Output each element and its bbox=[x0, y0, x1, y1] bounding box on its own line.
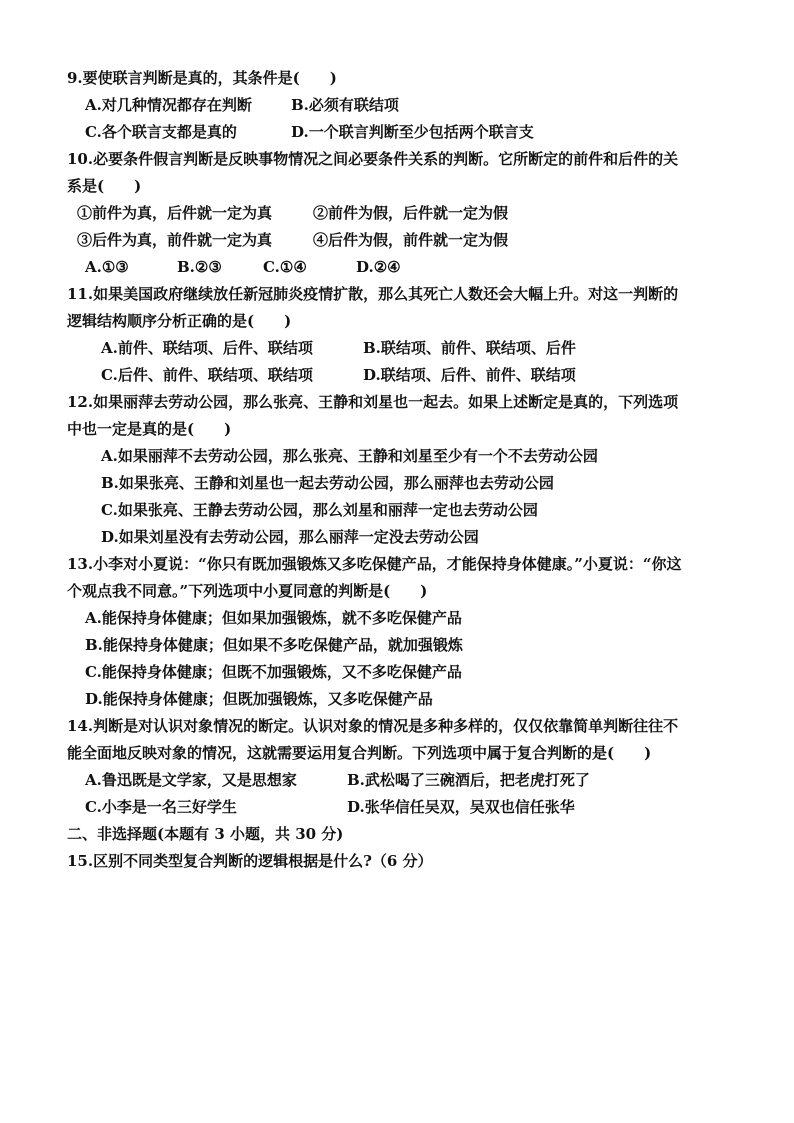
q13-option-b: B.能保持身体健康；但如果不多吃保健产品，就加强锻炼 bbox=[85, 636, 463, 654]
q12-option-d: D.如果刘星没有去劳动公园，那么丽萍一定没去劳动公园 bbox=[101, 528, 479, 546]
q12-stem-line2: 中也一定是真的是( ) bbox=[67, 420, 232, 438]
q14-option-c: C.小李是一名三好学生 bbox=[85, 798, 237, 816]
q15-stem: 15.区别不同类型复合判断的逻辑根据是什么?（6 分） bbox=[67, 852, 433, 870]
q10-options bbox=[85, 257, 485, 277]
q14-option-d: D.张华信任吴双，吴双也信任张华 bbox=[347, 798, 575, 816]
q10-statement-3: ③后件为真，前件就一定为真 bbox=[77, 231, 273, 249]
q10-statement-2: ②前件为假，后件就一定为假 bbox=[313, 204, 509, 222]
q9-option-a: A.对几种情况都存在判断 bbox=[85, 96, 252, 114]
q11-stem-line1: 11.如果美国政府继续放任新冠肺炎疫情扩散，那么其死亡人数还会大幅上升。对这一判断的 bbox=[67, 285, 679, 303]
q12-stem-line1: 12.如果丽萍去劳动公园，那么张亮、王静和刘星也一起去。如果上述断定是真的，下列选项 bbox=[67, 393, 679, 411]
q9-stem: 9.要使联言判断是真的，其条件是( ) bbox=[67, 69, 337, 87]
q10-statements-row1 bbox=[77, 203, 677, 223]
q10-statement-1: ①前件为真，后件就一定为真 bbox=[77, 204, 273, 222]
section-2-title: 二、非选择题(本题有 3 小题，共 30 分) bbox=[67, 825, 344, 843]
q9-option-c: C.各个联言支都是真的 bbox=[85, 123, 237, 141]
q10-statements-row2 bbox=[77, 230, 677, 250]
q9-option-b: B.必须有联结项 bbox=[291, 96, 399, 114]
q10-option-b: B.②③ bbox=[177, 258, 222, 276]
q10-option-d: D.②④ bbox=[356, 258, 401, 276]
q11-stem-line2: 逻辑结构顺序分析正确的是( ) bbox=[67, 312, 292, 330]
q11-option-b: B.联结项、前件、联结项、后件 bbox=[363, 339, 576, 357]
q12-option-c: C.如果张亮、王静去劳动公园，那么刘星和丽萍一定也去劳动公园 bbox=[101, 501, 538, 519]
q14-option-a: A.鲁迅既是文学家，又是思想家 bbox=[85, 771, 297, 789]
q14-options-row2 bbox=[85, 797, 705, 817]
q13-stem-line2: 个观点我不同意。”下列选项中小夏同意的判断是( ) bbox=[67, 582, 428, 600]
q12-option-b: B.如果张亮、王静和刘星也一起去劳动公园，那么丽萍也去劳动公园 bbox=[101, 474, 554, 492]
q14-stem-line1: 14.判断是对认识对象情况的断定。认识对象的情况是多种多样的，仅仅依靠简单判断往往不 bbox=[67, 717, 679, 735]
q9-options-row2 bbox=[85, 122, 705, 142]
q12-option-a: A.如果丽萍不去劳动公园，那么张亮、王静和刘星至少有一个不去劳动公园 bbox=[101, 447, 598, 465]
q14-stem-line2: 能全面地反映对象的情况，这就需要运用复合判断。下列选项中属于复合判断的是( ) bbox=[67, 744, 652, 762]
q10-option-a: A.①③ bbox=[85, 258, 129, 276]
q10-stem-line1: 10.必要条件假言判断是反映事物情况之间必要条件关系的判断。它所断定的前件和后件的关 bbox=[67, 150, 679, 168]
q11-option-c: C.后件、前件、联结项、联结项 bbox=[101, 366, 313, 384]
q11-option-d: D.联结项、后件、前件、联结项 bbox=[363, 366, 576, 384]
q13-option-a: A.能保持身体健康；但如果加强锻炼，就不多吃保健产品 bbox=[85, 609, 462, 627]
q13-option-c: C.能保持身体健康；但既不加强锻炼，又不多吃保健产品 bbox=[85, 663, 462, 681]
q13-option-d: D.能保持身体健康；但既加强锻炼，又多吃保健产品 bbox=[85, 690, 433, 708]
q10-option-c: C.①④ bbox=[263, 258, 307, 276]
q14-options-row1 bbox=[85, 770, 705, 790]
q11-options-row1 bbox=[101, 338, 701, 358]
q10-stem-line2: 系是( ) bbox=[67, 177, 142, 195]
q11-option-a: A.前件、联结项、后件、联结项 bbox=[101, 339, 313, 357]
q9-option-d: D.一个联言判断至少包括两个联言支 bbox=[291, 123, 534, 141]
q14-option-b: B.武松喝了三碗酒后，把老虎打死了 bbox=[347, 771, 590, 789]
q11-options-row2 bbox=[101, 365, 701, 385]
q10-statement-4: ④后件为假，前件就一定为假 bbox=[313, 231, 509, 249]
q13-stem-line1: 13.小李对小夏说：“你只有既加强锻炼又多吃保健产品，才能保持身体健康。”小夏说：“你这 bbox=[67, 555, 682, 573]
q9-options-row1 bbox=[85, 95, 705, 115]
